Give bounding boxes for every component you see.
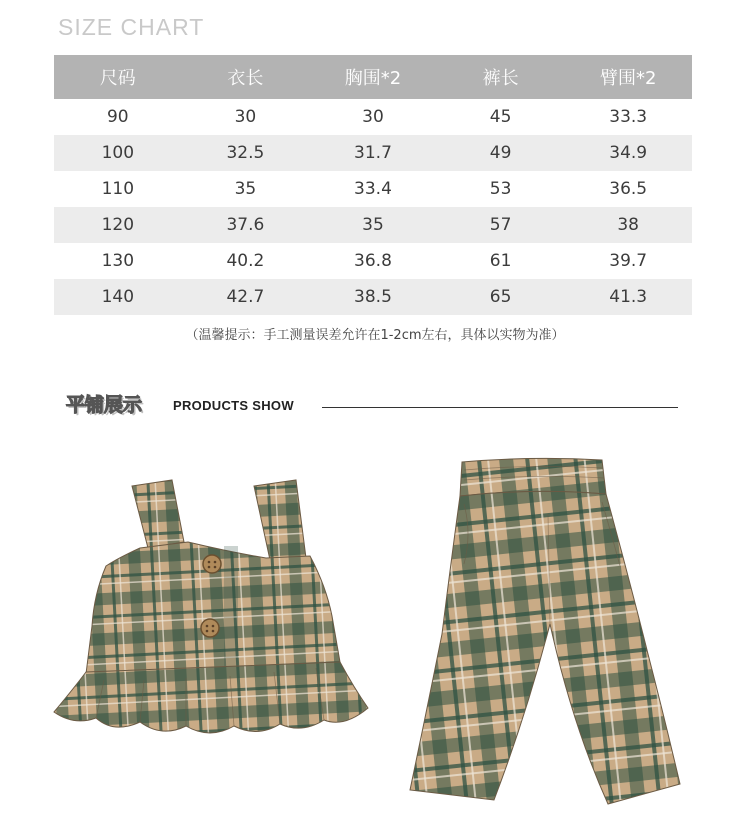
table-cell: 140	[54, 279, 182, 315]
table-cell: 65	[437, 279, 565, 315]
table-row	[54, 279, 692, 315]
header-arm: 臂围*2	[564, 55, 692, 99]
table-cell: 53	[489, 179, 512, 199]
header-length: 衣长	[182, 55, 310, 99]
section-divider	[322, 407, 678, 408]
table-cell: 130	[101, 251, 135, 271]
table-cell: 34.9	[564, 135, 692, 171]
table-cell: 45	[489, 107, 512, 127]
table-cell: 37.6	[182, 207, 310, 243]
size-chart-table	[54, 55, 692, 315]
table-cell: 36.8	[354, 251, 392, 271]
table-cell: 33.4	[354, 179, 392, 199]
table-cell: 36.5	[609, 179, 648, 199]
table-cell: 40.2	[226, 251, 265, 271]
pants-body	[410, 458, 680, 804]
table-cell: 61	[489, 251, 512, 271]
size-chart-title: SIZE CHART	[58, 14, 205, 40]
plaid-wide-leg-pants-image	[402, 454, 688, 810]
header-size: 尺码	[54, 55, 182, 99]
plaid-camisole-top-image	[44, 476, 376, 746]
table-cell: 57	[437, 207, 565, 243]
table-header-row	[54, 55, 692, 99]
table-cell: 33.3	[609, 107, 648, 127]
table-cell: 90	[106, 107, 129, 127]
table-cell: 39.7	[609, 251, 648, 271]
table-cell: 49	[437, 135, 565, 171]
table-cell: 41.3	[564, 279, 692, 315]
table-cell: 35	[309, 207, 437, 243]
table-cell: 38	[564, 207, 692, 243]
table-cell: 110	[101, 179, 135, 199]
table-cell: 38.5	[309, 279, 437, 315]
products-show-title-cn: 平铺展示	[66, 394, 143, 416]
table-cell: 32.5	[182, 135, 310, 171]
table-row	[54, 135, 692, 171]
measurement-note: （温馨提示：手工测量误差允许在1-2cm左右，具体以实物为准）	[185, 328, 565, 343]
products-show-title-en: PRODUCTS SHOW	[173, 398, 294, 413]
table-row	[54, 207, 692, 243]
header-pants-length: 裤长	[437, 55, 565, 99]
table-cell: 30	[362, 107, 384, 127]
header-chest: 胸围*2	[309, 55, 437, 99]
table-cell: 100	[54, 135, 182, 171]
table-cell: 120	[54, 207, 182, 243]
table-cell: 35	[234, 179, 257, 199]
table-row	[54, 243, 692, 279]
top-body	[54, 480, 368, 733]
table-cell: 31.7	[309, 135, 437, 171]
table-row	[54, 171, 692, 207]
table-cell: 30	[234, 107, 257, 127]
table-row	[54, 99, 692, 135]
table-cell: 42.7	[182, 279, 310, 315]
